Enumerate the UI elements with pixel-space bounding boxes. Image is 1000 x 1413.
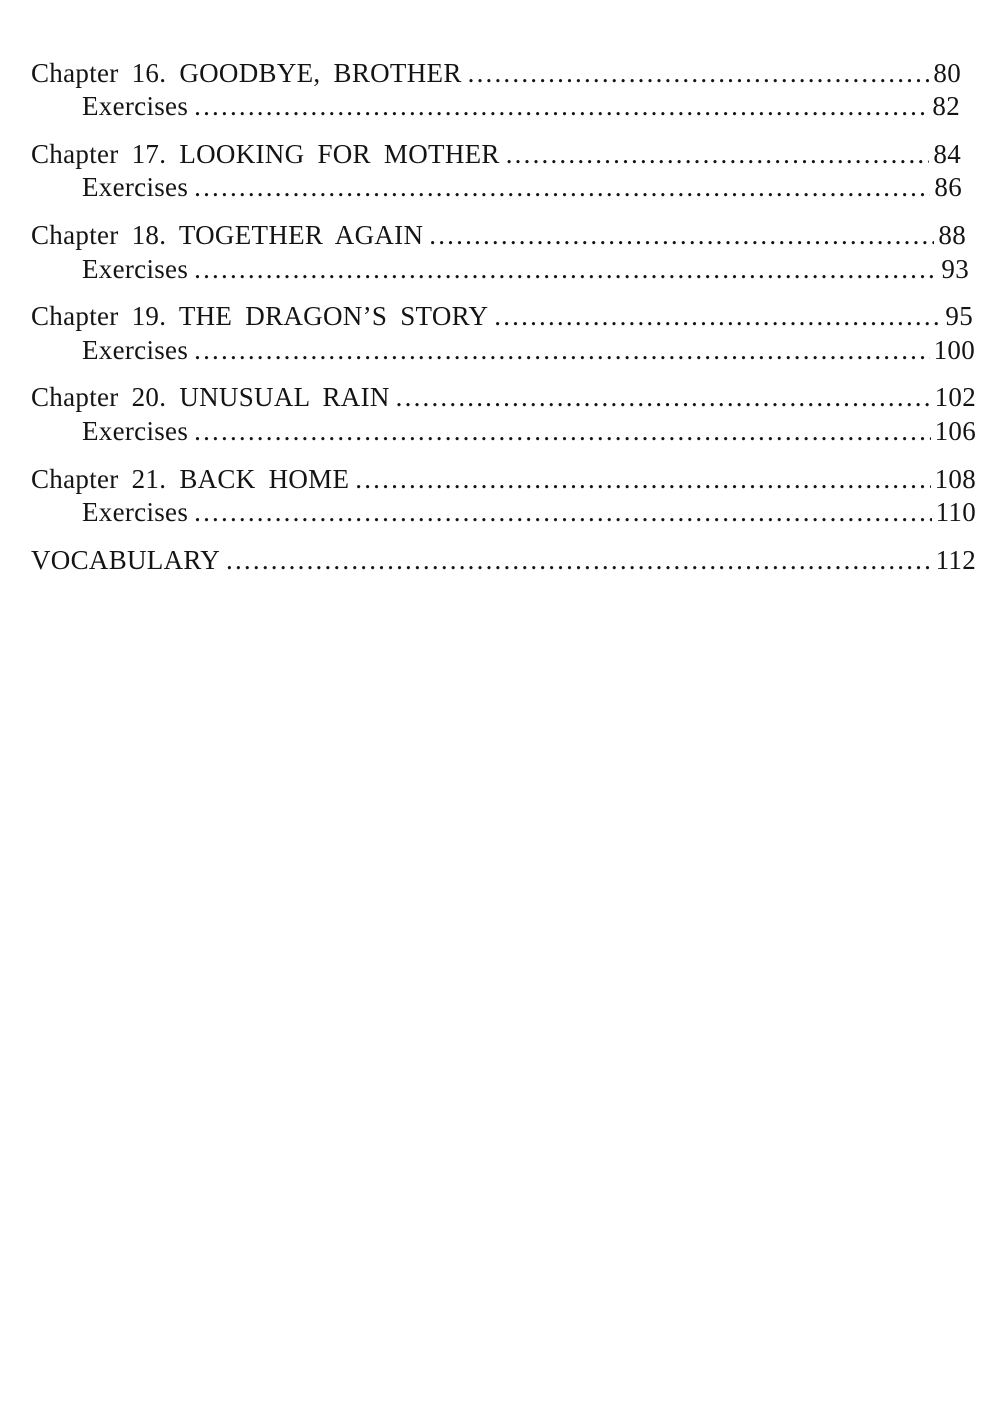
dot-leader [226,544,932,576]
toc-entry-exercises-20[interactable] [82,415,976,447]
toc-entry-chapter-16[interactable] [31,57,961,89]
toc-entry-title: Exercises [82,91,189,121]
toc-entry-title: Exercises [82,416,189,446]
toc-entry-chapter-21[interactable] [31,463,976,495]
toc-entry-chapter-20[interactable] [31,381,976,413]
dot-leader [396,381,931,413]
toc-page-number: 82 [932,91,960,121]
toc-entry-exercises-18[interactable] [82,253,969,285]
toc-page-number: 84 [933,139,961,169]
toc-page-number: 100 [933,335,975,365]
toc-entry-exercises-19[interactable] [82,334,975,366]
toc-entry-exercises-17[interactable] [82,171,962,203]
dot-leader [468,57,930,89]
toc-page-number: 106 [934,416,976,446]
toc-entry-exercises-21[interactable] [82,496,976,528]
toc-entry-title: Chapter 21. BACK HOME [31,464,350,494]
dot-leader [355,463,930,495]
toc-entry-title: Chapter 20. UNUSUAL RAIN [31,382,390,412]
dot-leader [194,171,930,203]
toc-entry-title: Chapter 16. GOODBYE, BROTHER [31,58,462,88]
dot-leader [194,90,928,122]
toc-page-number: 80 [933,58,961,88]
dot-leader [429,219,934,251]
toc-entry-title: VOCABULARY [31,545,221,575]
toc-entry-chapter-17[interactable] [31,138,961,170]
toc-page-number: 102 [934,382,976,412]
dot-leader [494,300,941,332]
toc-page-number: 112 [935,545,976,575]
dot-leader [194,496,931,528]
toc-entry-title: Exercises [82,497,189,527]
dot-leader [194,334,929,366]
toc-entry-chapter-19[interactable] [31,300,973,332]
toc-entry-title: Chapter 18. TOGETHER AGAIN [31,220,424,250]
toc-entry-vocabulary[interactable] [31,544,976,576]
toc-entry-title: Exercises [82,335,189,365]
toc-page-number: 108 [934,464,976,494]
toc-entry-title: Chapter 17. LOOKING FOR MOTHER [31,139,500,169]
toc-page-number: 95 [945,301,973,331]
dot-leader [194,253,937,285]
dot-leader [506,138,930,170]
dot-leader [194,415,930,447]
toc-entry-chapter-18[interactable] [31,219,966,251]
toc-entry-exercises-16[interactable] [82,90,960,122]
toc-page-number: 110 [935,497,976,527]
toc-entry-title: Exercises [82,254,189,284]
toc-entry-title: Exercises [82,172,189,202]
toc-page-number: 93 [941,254,969,284]
toc-page-number: 88 [938,220,966,250]
toc-entry-title: Chapter 19. THE DRAGON’S STORY [31,301,489,331]
toc-page-number: 86 [934,172,962,202]
